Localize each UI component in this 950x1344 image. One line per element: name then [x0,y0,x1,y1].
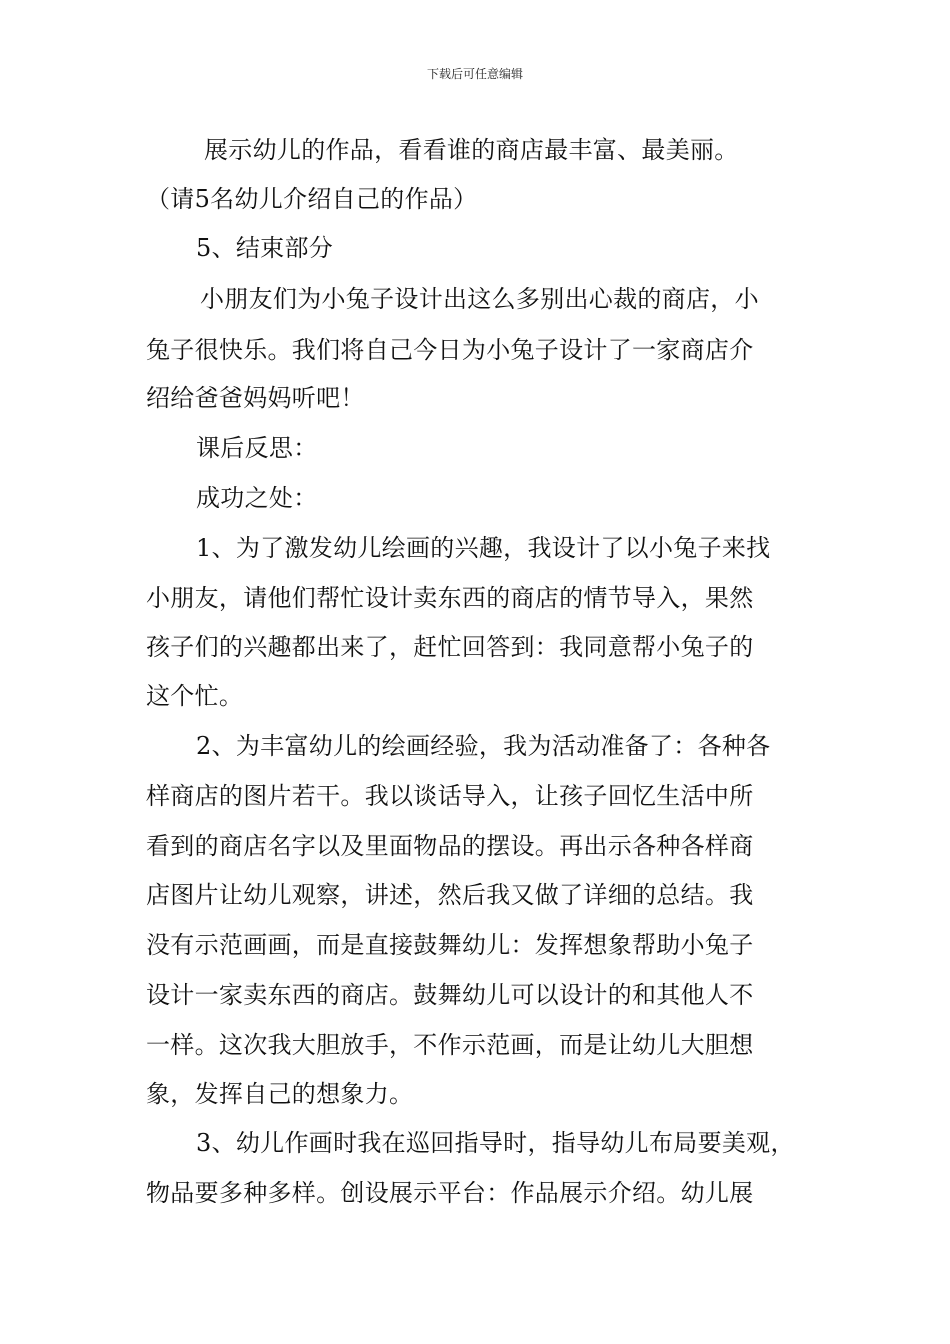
text-line: 3、幼儿作画时我在巡回指导时，指导幼儿布局要美观， [196,1129,795,1157]
text-line: 小朋友，请他们帮忙设计卖东西的商店的情节导入，果然 [146,584,754,612]
page-header: 下载后可任意编辑 [426,67,523,81]
text-line: 物品要多种多样。创设展示平台：作品展示介绍。幼儿展 [146,1179,754,1207]
text-line: 1、为了激发幼儿绘画的兴趣，我设计了以小兔子来找 [196,534,771,562]
text-line: 展示幼儿的作品，看看谁的商店最丰富、最美丽。 [204,136,739,164]
text-line: 店图片让幼儿观察，讲述，然后我又做了详细的总结。我 [146,881,754,909]
text-line: 这个忙。 [146,682,244,710]
text-line: 兔子很快乐。我们将自己今日为小兔子设计了一家商店介 [146,336,754,364]
text-line: 象，发挥自己的想象力。 [146,1080,414,1108]
text-line: 样商店的图片若干。我以谈话导入，让孩子回忆生活中所 [146,782,754,810]
text-line: 孩子们的兴趣都出来了，赶忙回答到：我同意帮小兔子的 [146,633,754,661]
text-line: （请5名幼儿介绍自己的作品） [146,185,478,213]
text-line: 绍给爸爸妈妈听吧！ [146,384,365,412]
text-line: 没有示范画画，而是直接鼓舞幼儿：发挥想象帮助小兔子 [146,931,754,959]
text-line: 设计一家卖东西的商店。鼓舞幼儿可以设计的和其他人不 [146,981,754,1009]
text-line: 看到的商店名字以及里面物品的摆设。再出示各种各样商 [146,832,754,860]
section-heading: 5、结束部分 [196,234,334,262]
text-line: 2、为丰富幼儿的绘画经验，我为活动准备了：各种各 [196,732,771,760]
section-heading: 课后反思： [196,434,318,462]
text-line: 一样。这次我大胆放手，不作示范画，而是让幼儿大胆想 [146,1031,754,1059]
section-heading: 成功之处： [196,484,318,512]
text-line: 小朋友们为小兔子设计出这么多别出心裁的商店，小 [200,285,759,313]
